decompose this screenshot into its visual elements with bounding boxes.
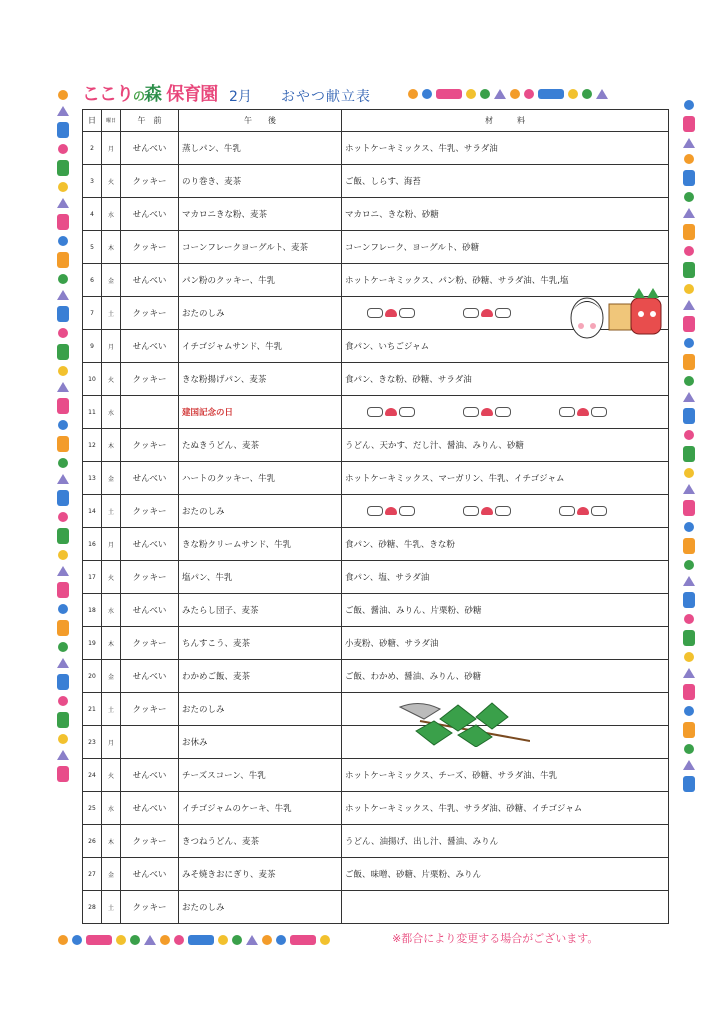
heart-icon — [367, 407, 415, 417]
am-snack-cell: クッキー — [121, 825, 179, 858]
table-header-row — [83, 110, 669, 132]
heart-icon — [463, 308, 511, 318]
am-snack-cell: せんべい — [121, 264, 179, 297]
pm-snack-cell: マカロニきな粉、麦茶 — [179, 198, 342, 231]
menu-row — [83, 429, 669, 462]
day-cell: 11 — [83, 396, 102, 429]
am-snack-cell: クッキー — [121, 297, 179, 330]
decorative-border-bottom — [58, 930, 330, 950]
ingredients-cell: マカロニ、きな粉、砂糖 — [342, 198, 669, 231]
ingredients-cell — [342, 891, 669, 924]
menu-row — [83, 231, 669, 264]
ingredients-cell: うどん、油揚げ、出し汁、醤油、みりん — [342, 825, 669, 858]
menu-row — [83, 363, 669, 396]
pm-snack-cell: わかめご飯、麦茶 — [179, 660, 342, 693]
am-snack-cell: クッキー — [121, 231, 179, 264]
weekday-cell: 木 — [102, 231, 121, 264]
ingredients-cell: 食パン、きな粉、砂糖、サラダ油 — [342, 363, 669, 396]
menu-row — [83, 693, 669, 726]
day-cell: 4 — [83, 198, 102, 231]
hiiragi-illustration — [380, 697, 530, 747]
pm-snack-cell: コーンフレークヨーグルト、麦茶 — [179, 231, 342, 264]
menu-row — [83, 825, 669, 858]
day-cell: 9 — [83, 330, 102, 363]
pm-snack-cell: パン粉のクッキー、牛乳 — [179, 264, 342, 297]
pm-snack-cell: イチゴジャムサンド、牛乳 — [179, 330, 342, 363]
day-cell: 25 — [83, 792, 102, 825]
day-cell: 10 — [83, 363, 102, 396]
menu-row — [83, 660, 669, 693]
heart-icon — [367, 308, 415, 318]
ingredients-cell: ご飯、味噌、砂糖、片栗粉、みりん — [342, 858, 669, 891]
menu-row — [83, 759, 669, 792]
pm-snack-cell: おたのしみ — [179, 891, 342, 924]
ingredients-cell: 小麦粉、砂糖、サラダ油 — [342, 627, 669, 660]
am-snack-cell: クッキー — [121, 561, 179, 594]
weekday-cell: 金 — [102, 462, 121, 495]
am-snack-cell: クッキー — [121, 429, 179, 462]
pm-snack-cell: おたのしみ — [179, 693, 342, 726]
logo-text-2: の — [133, 89, 145, 103]
ingredients-cell: ご飯、しらす、海苔 — [342, 165, 669, 198]
ingredients-cell — [342, 396, 669, 429]
weekday-cell: 木 — [102, 825, 121, 858]
am-snack-cell: せんべい — [121, 132, 179, 165]
pm-snack-cell: イチゴジャムのケーキ、牛乳 — [179, 792, 342, 825]
weekday-cell: 金 — [102, 660, 121, 693]
weekday-cell: 火 — [102, 363, 121, 396]
header-am: 午 前 — [121, 110, 179, 132]
ingredients-cell: ご飯、醤油、みりん、片栗粉、砂糖 — [342, 594, 669, 627]
day-cell: 16 — [83, 528, 102, 561]
day-cell: 19 — [83, 627, 102, 660]
am-snack-cell — [121, 726, 179, 759]
ingredients-cell: ホットケーキミックス、牛乳、サラダ油、砂糖、イチゴジャム — [342, 792, 669, 825]
menu-row — [83, 528, 669, 561]
ingredients-cell: ホットケーキミックス、マーガリン、牛乳、イチゴジャム — [342, 462, 669, 495]
heart-decoration — [367, 407, 655, 418]
day-cell: 26 — [83, 825, 102, 858]
ingredients-cell: ホットケーキミックス、牛乳、サラダ油 — [342, 132, 669, 165]
day-cell: 5 — [83, 231, 102, 264]
day-cell: 7 — [83, 297, 102, 330]
header-ingredients: 材 料 — [342, 110, 669, 132]
am-snack-cell: せんべい — [121, 660, 179, 693]
menu-row — [83, 165, 669, 198]
pm-snack-cell: 建国記念の日 — [179, 396, 342, 429]
ingredients-cell: ホットケーキミックス、チーズ、砂糖、サラダ油、牛乳 — [342, 759, 669, 792]
am-snack-cell: クッキー — [121, 891, 179, 924]
am-snack-cell: せんべい — [121, 198, 179, 231]
logo-text-1: ここり — [82, 84, 133, 105]
pm-snack-cell: ちんすこう、麦茶 — [179, 627, 342, 660]
day-cell: 21 — [83, 693, 102, 726]
heart-decoration — [367, 506, 655, 517]
weekday-cell: 火 — [102, 165, 121, 198]
ingredients-cell: 食パン、砂糖、牛乳、きな粉 — [342, 528, 669, 561]
heart-icon — [463, 506, 511, 516]
day-cell: 3 — [83, 165, 102, 198]
heart-icon — [367, 506, 415, 516]
ingredients-cell: ホットケーキミックス、パン粉、砂糖、サラダ油、牛乳,塩 — [342, 264, 669, 297]
day-cell: 28 — [83, 891, 102, 924]
weekday-cell: 火 — [102, 759, 121, 792]
decorative-border-top — [408, 84, 608, 104]
am-snack-cell: クッキー — [121, 495, 179, 528]
menu-row — [83, 462, 669, 495]
weekday-cell: 水 — [102, 198, 121, 231]
ingredients-cell: うどん、天かす、だし汁、醤油、みりん、砂糖 — [342, 429, 669, 462]
decorative-border-left — [56, 90, 70, 920]
pm-snack-cell: おたのしみ — [179, 297, 342, 330]
menu-row — [83, 561, 669, 594]
menu-row — [83, 198, 669, 231]
pm-snack-cell: きつねうどん、麦茶 — [179, 825, 342, 858]
pm-snack-cell: 蒸しパン、牛乳 — [179, 132, 342, 165]
weekday-cell: 金 — [102, 264, 121, 297]
weekday-cell: 木 — [102, 429, 121, 462]
menu-row — [83, 132, 669, 165]
weekday-cell: 水 — [102, 792, 121, 825]
change-notice: ※都合により変更する場合がございます。 — [392, 932, 599, 945]
menu-row — [83, 858, 669, 891]
pm-snack-cell: お休み — [179, 726, 342, 759]
day-cell: 20 — [83, 660, 102, 693]
menu-row — [83, 495, 669, 528]
pm-snack-cell: ハートのクッキー、牛乳 — [179, 462, 342, 495]
weekday-cell: 水 — [102, 594, 121, 627]
day-cell: 13 — [83, 462, 102, 495]
pm-snack-cell: きな粉揚げパン、麦茶 — [179, 363, 342, 396]
header-weekday: 曜日 — [102, 110, 121, 132]
pm-snack-cell: きな粉クリームサンド、牛乳 — [179, 528, 342, 561]
day-cell: 2 — [83, 132, 102, 165]
page-title: おやつ献立表 — [281, 89, 371, 105]
am-snack-cell: クッキー — [121, 693, 179, 726]
pm-snack-cell: チーズスコーン、牛乳 — [179, 759, 342, 792]
heart-icon — [463, 407, 511, 417]
weekday-cell: 月 — [102, 726, 121, 759]
ingredients-cell: コーンフレーク、ヨーグルト、砂糖 — [342, 231, 669, 264]
am-snack-cell — [121, 396, 179, 429]
month-label: 2月 — [229, 89, 252, 105]
menu-row — [83, 627, 669, 660]
weekday-cell: 月 — [102, 132, 121, 165]
pm-snack-cell: 塩パン、牛乳 — [179, 561, 342, 594]
heart-icon — [559, 407, 607, 417]
pm-snack-cell: おたのしみ — [179, 495, 342, 528]
menu-row — [83, 396, 669, 429]
weekday-cell: 木 — [102, 627, 121, 660]
weekday-cell: 土 — [102, 297, 121, 330]
weekday-cell: 土 — [102, 891, 121, 924]
ingredients-cell: 食パン、いちごジャム — [342, 330, 669, 363]
weekday-cell: 火 — [102, 561, 121, 594]
day-cell: 6 — [83, 264, 102, 297]
header-day: 日 — [83, 110, 102, 132]
header-pm: 午 後 — [179, 110, 342, 132]
decorative-border-right — [682, 100, 696, 930]
snack-menu-table — [82, 109, 669, 924]
logo-text-3: 森 — [144, 84, 162, 105]
ingredients-cell: ご飯、わかめ、醤油、みりん、砂糖 — [342, 660, 669, 693]
weekday-cell: 金 — [102, 858, 121, 891]
weekday-cell: 土 — [102, 495, 121, 528]
am-snack-cell: せんべい — [121, 330, 179, 363]
logo-text-4: 保育園 — [166, 84, 218, 105]
setsubun-illustration — [565, 286, 667, 350]
menu-row — [83, 792, 669, 825]
heart-decoration — [367, 308, 559, 319]
day-cell: 27 — [83, 858, 102, 891]
am-snack-cell: せんべい — [121, 858, 179, 891]
ingredients-cell — [342, 495, 669, 528]
day-cell: 17 — [83, 561, 102, 594]
pm-snack-cell: みそ焼きおにぎり、麦茶 — [179, 858, 342, 891]
heart-icon — [559, 506, 607, 516]
am-snack-cell: クッキー — [121, 363, 179, 396]
am-snack-cell: クッキー — [121, 627, 179, 660]
am-snack-cell: せんべい — [121, 462, 179, 495]
am-snack-cell: せんべい — [121, 594, 179, 627]
am-snack-cell: クッキー — [121, 165, 179, 198]
menu-row — [83, 726, 669, 759]
pm-snack-cell: のり巻き、麦茶 — [179, 165, 342, 198]
day-cell: 18 — [83, 594, 102, 627]
day-cell: 12 — [83, 429, 102, 462]
menu-row — [83, 891, 669, 924]
pm-snack-cell: みたらし団子、麦茶 — [179, 594, 342, 627]
weekday-cell: 月 — [102, 528, 121, 561]
day-cell: 24 — [83, 759, 102, 792]
pm-snack-cell: たぬきうどん、麦茶 — [179, 429, 342, 462]
menu-row — [83, 594, 669, 627]
day-cell: 14 — [83, 495, 102, 528]
weekday-cell: 月 — [102, 330, 121, 363]
weekday-cell: 土 — [102, 693, 121, 726]
am-snack-cell: せんべい — [121, 759, 179, 792]
ingredients-cell: 食パン、塩、サラダ油 — [342, 561, 669, 594]
am-snack-cell: せんべい — [121, 528, 179, 561]
weekday-cell: 水 — [102, 396, 121, 429]
day-cell: 23 — [83, 726, 102, 759]
nursery-logo — [82, 80, 217, 106]
am-snack-cell: せんべい — [121, 792, 179, 825]
